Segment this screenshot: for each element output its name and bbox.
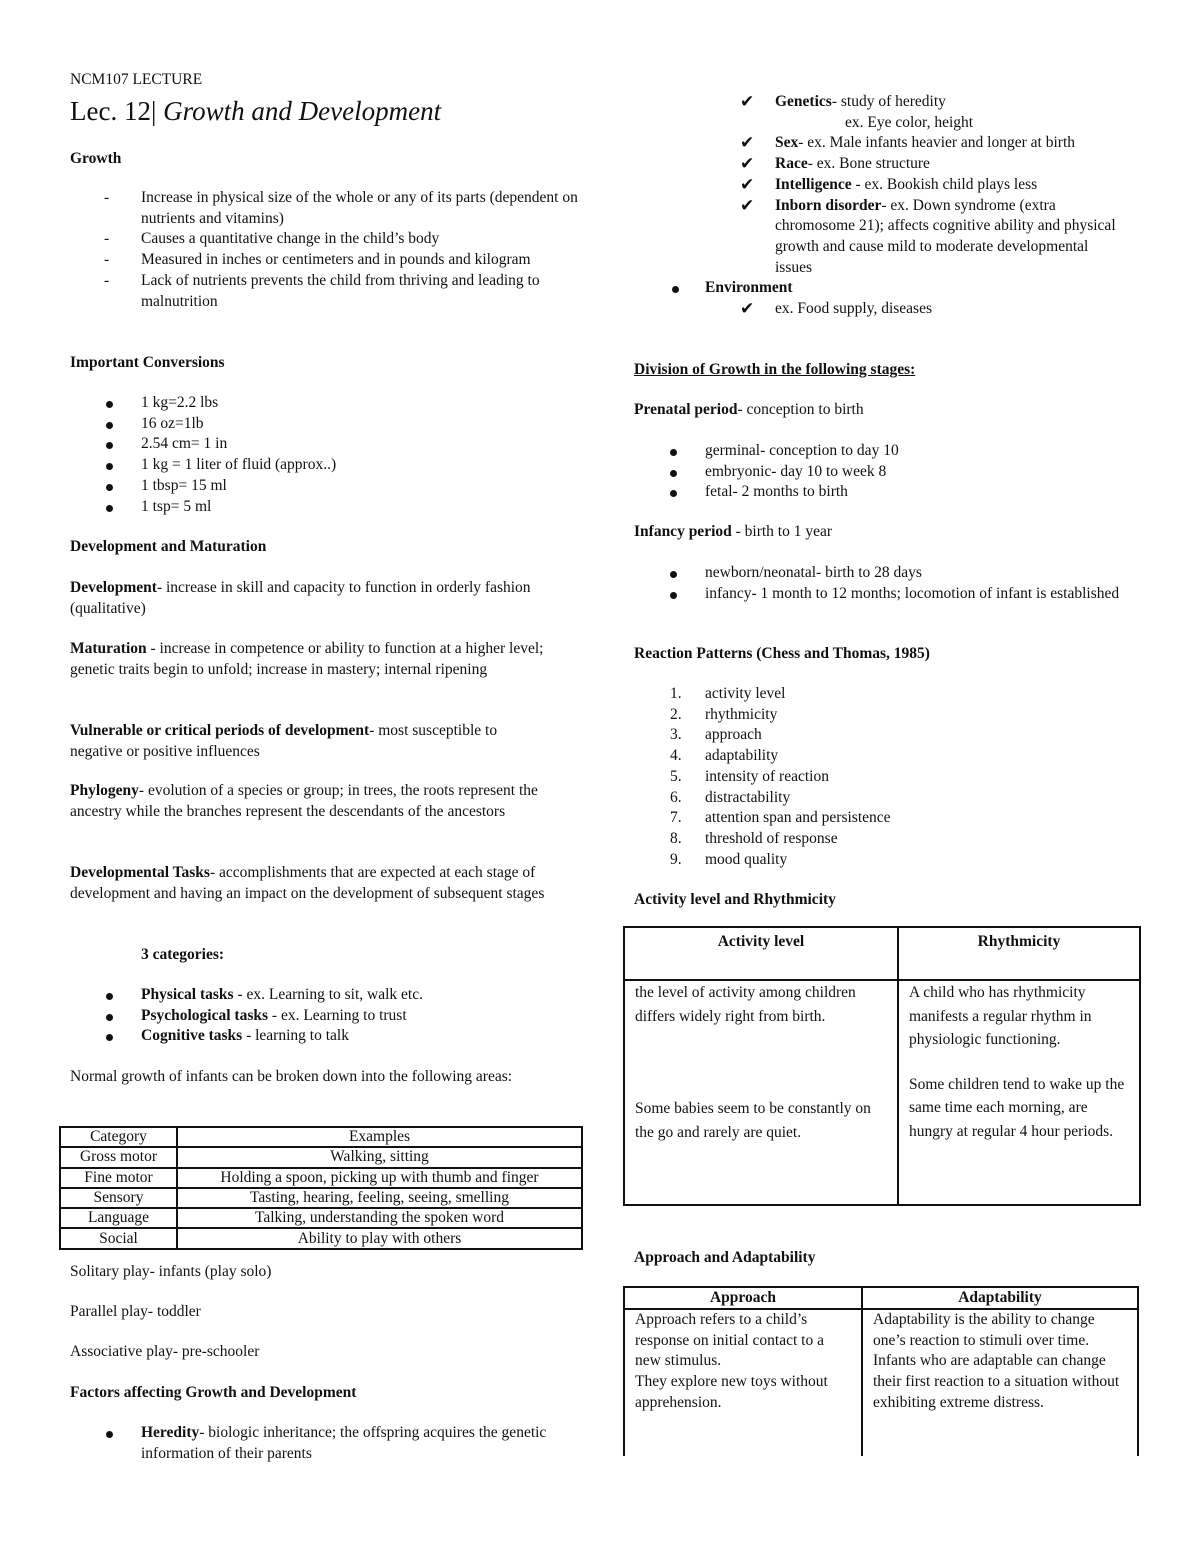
list-item-text: Lack of nutrients prevents the child from thriving and leading to malnutrition: [141, 271, 540, 310]
list-item-text: intensity of reaction: [705, 767, 829, 785]
list-item: [634, 767, 1124, 788]
list-item: [70, 414, 590, 435]
list-item: [70, 1423, 560, 1464]
term: Phylogeny: [70, 782, 139, 799]
term: Developmental Tasks: [70, 864, 210, 881]
list-item-text: 1 tbsp= 15 ml: [141, 476, 227, 494]
bullet-icon: [670, 449, 677, 456]
list-number: 4.: [670, 747, 682, 765]
dash-marker: -: [104, 251, 110, 269]
list-item-text: attention span and persistence: [705, 809, 891, 827]
reaction-heading: Reaction Patterns (Chess and Thomas, 1985): [634, 645, 930, 662]
list-number: 1.: [670, 685, 682, 702]
title-main: Growth and Development: [163, 96, 442, 126]
conversions-heading: Important Conversions: [70, 354, 225, 371]
term: Intelligence: [775, 175, 852, 193]
definition: - biologic inheritance; the offspring acquires the genetic information of their parents: [141, 1424, 547, 1462]
definition: - ex. Bookish child plays less: [851, 175, 1038, 193]
list-item-text: fetal- 2 months to birth: [705, 483, 848, 501]
list-item-text: mood quality: [705, 850, 788, 868]
list-item-text: embryonic- day 10 to week 8: [705, 462, 887, 480]
term: Vulnerable or critical periods of development: [70, 722, 370, 739]
cell-paragraph: They explore new toys without apprehension.: [635, 1373, 828, 1411]
list-item: [634, 563, 1124, 584]
definition: - learning to talk: [242, 1027, 349, 1045]
list-item: [70, 985, 590, 1006]
heredity-item: [70, 1423, 560, 1464]
table-header-cell: Approach: [624, 1287, 862, 1309]
table-header-cell: Rhythmicity: [898, 927, 1140, 980]
table-row: [60, 1188, 582, 1208]
list-item: [634, 746, 1124, 767]
cell-paragraph: Some babies seem to be constantly on the go and rarely are quiet.: [635, 1100, 871, 1141]
approach-adaptability-table: [623, 1286, 1139, 1456]
table-header-row: [624, 927, 1140, 980]
list-item-example: ex. Eye color, height: [845, 113, 974, 131]
list-item: [634, 788, 1124, 809]
definition: - ex. Down syndrome (extra chromosome 21); affects cognitive ability and physical growth and cause mild to moderate developmental issues: [775, 196, 1116, 276]
reaction-list: [634, 684, 1124, 870]
list-number: 7.: [670, 809, 682, 827]
table-header-cell: Adaptability: [862, 1287, 1138, 1309]
list-item-text: infancy- 1 month to 12 months; locomotion of infant is established: [705, 584, 1120, 602]
list-item: [634, 462, 1124, 483]
term: Heredity: [141, 1424, 200, 1441]
definition: - evolution of a species or group; in trees, the roots represent the ancestry while the branches represent the descendants of the ancestors: [70, 782, 538, 820]
list-item: [0, 196, 1123, 279]
list-item: [634, 441, 1124, 462]
bullet-icon: [106, 505, 113, 512]
check-icon: ✔: [740, 195, 755, 215]
list-item: [634, 808, 1124, 829]
table-header-cell: Activity level: [624, 927, 898, 980]
list-number: 2.: [670, 705, 682, 723]
table-cell: [898, 980, 1140, 1205]
bullet-icon: [106, 1014, 113, 1021]
list-item-text: 1 tsp= 5 ml: [141, 497, 212, 515]
division-heading: Division of Growth in the following stages:: [634, 361, 916, 378]
list-item-text: adaptability: [705, 747, 779, 765]
term: Prenatal period: [634, 401, 738, 418]
definition: - study of heredity: [831, 93, 946, 110]
list-item: [0, 278, 1140, 299]
table-cell: Fine motor: [60, 1168, 177, 1188]
list-item: [0, 92, 1140, 113]
list-number: 8.: [670, 829, 682, 847]
normal-growth-table: [59, 1126, 583, 1250]
prenatal-period: [634, 400, 864, 421]
list-item-text: approach: [705, 726, 762, 744]
table-row: [624, 980, 1140, 1205]
table-row: [60, 1168, 582, 1188]
list-item: [634, 829, 1124, 850]
table-cell: [624, 980, 898, 1205]
table-cell: [624, 1309, 862, 1456]
list-item-text: Increase in physical size of the whole or any of its parts (dependent on nutrients and vitamins): [141, 189, 578, 227]
list-item-text: germinal- conception to day 10: [705, 442, 899, 459]
list-item: [70, 1026, 590, 1047]
list-number: 3.: [670, 726, 682, 744]
solitary-play: Solitary play- infants (play solo): [70, 1263, 272, 1280]
term: Development: [70, 579, 157, 596]
cell-paragraph: Adaptability is the ability to change one’s reaction to stimuli over time.: [873, 1311, 1095, 1349]
list-item: [70, 393, 590, 414]
bullet-icon: [106, 442, 113, 449]
check-icon: ✔: [740, 154, 755, 174]
list-item-text: rhythmicity: [705, 705, 778, 723]
cell-paragraph: Approach refers to a child’s response on initial contact to a new stimulus.: [635, 1311, 824, 1370]
table-row: [60, 1228, 582, 1248]
list-item: [634, 725, 1124, 746]
list-item-text: threshold of response: [705, 829, 838, 847]
definition: - ex. Male infants heavier and longer at birth: [798, 134, 1075, 152]
activity-rhythmicity-table: [623, 926, 1141, 1206]
list-item: [634, 705, 1124, 726]
table-header-row: [624, 1287, 1138, 1309]
definition: - most susceptible to negative or positive influences: [70, 722, 498, 760]
list-item: [70, 455, 590, 476]
cell-paragraph: the level of activity among children differs widely right from birth.: [635, 984, 856, 1025]
table-header-cell: Category: [60, 1127, 177, 1147]
table-row: [624, 1309, 1138, 1456]
normal-growth-intro: Normal growth of infants can be broken down into the following areas:: [70, 1068, 513, 1085]
list-item: [634, 482, 1124, 503]
list-item-text: ex. Food supply, diseases: [775, 300, 932, 318]
table-cell: Tasting, hearing, feeling, seeing, smelling: [177, 1188, 582, 1208]
definition: - birth to 1 year: [731, 523, 833, 540]
list-item: [0, 299, 1140, 320]
bullet-icon: [106, 1034, 113, 1041]
cell-paragraph: Some children tend to wake up the same time each morning, are hungry at regular 4 hour periods.: [909, 1075, 1125, 1140]
bullet-icon: [106, 422, 113, 429]
vulnerable-definition: [70, 721, 550, 762]
bullet-icon: [106, 1431, 113, 1438]
table-cell: Walking, sitting: [177, 1147, 582, 1167]
list-item-text: activity level: [705, 685, 786, 702]
factors-heading: Factors affecting Growth and Development: [70, 1384, 357, 1401]
list-item-text: 16 oz=1lb: [141, 414, 204, 432]
dash-marker: -: [104, 230, 110, 248]
definition: - increase in competence or ability to function at a higher level; genetic traits begin to unfold; increase in mastery; internal ripening: [70, 640, 544, 678]
definition: - increase in skill and capacity to function in orderly fashion (qualitative): [70, 579, 531, 617]
activity-heading: Activity level and Rhythmicity: [634, 891, 836, 908]
bullet-icon: [670, 470, 677, 477]
list-item: [0, 175, 1140, 196]
list-item-text: distractability: [705, 788, 791, 806]
bullet-icon: [106, 401, 113, 408]
list-item: [0, 154, 1140, 175]
table-cell: Language: [60, 1208, 177, 1228]
list-item: [70, 1006, 590, 1027]
term: Sex: [775, 134, 799, 152]
dash-marker: -: [104, 271, 110, 289]
title-prefix: Lec. 12|: [70, 96, 157, 126]
approach-heading: Approach and Adaptability: [634, 1249, 816, 1266]
list-item: [634, 684, 1124, 705]
definition: - ex. Bone structure: [807, 155, 930, 173]
bullet-icon: [106, 993, 113, 1000]
list-item-text: 1 kg = 1 liter of fluid (approx..): [141, 456, 337, 474]
cell-paragraph: Infants who are adaptable can change their first reaction to a situation without exhibiting extreme distress.: [873, 1352, 1120, 1411]
table-cell: [862, 1309, 1138, 1456]
conversions-list: [70, 393, 590, 517]
cell-paragraph: A child who has rhythmicity manifests a regular rhythm in physiologic functioning.: [909, 984, 1092, 1048]
check-icon: ✔: [740, 92, 755, 111]
definition: - ex. Learning to trust: [268, 1006, 407, 1024]
list-item: [70, 476, 590, 497]
list-number: 5.: [670, 767, 682, 785]
term: Physical tasks: [141, 986, 234, 1003]
dash-marker: -: [104, 189, 110, 206]
definition: - ex. Learning to sit, walk etc.: [233, 986, 423, 1003]
list-item: [70, 434, 590, 455]
table-row: [60, 1147, 582, 1167]
term: Inborn disorder: [775, 196, 882, 214]
table-cell: Social: [60, 1228, 177, 1248]
list-number: 9.: [670, 850, 682, 868]
term: Maturation: [70, 640, 147, 657]
list-item-text: Measured in inches or centimeters and in pounds and kilogram: [141, 251, 531, 269]
term: Infancy period: [634, 523, 732, 540]
associative-play: Associative play- pre-schooler: [70, 1343, 260, 1360]
development-definition: [70, 578, 560, 619]
check-icon: ✔: [740, 133, 755, 153]
list-item: [634, 584, 1124, 605]
list-item-text: 2.54 cm= 1 in: [141, 435, 228, 453]
infancy-period: [634, 522, 832, 543]
table-cell: Ability to play with others: [177, 1228, 582, 1248]
table-cell: Talking, understanding the spoken word: [177, 1208, 582, 1228]
bullet-icon: [106, 463, 113, 470]
list-item-text: 1 kg=2.2 lbs: [141, 394, 219, 411]
term: Genetics: [775, 93, 832, 110]
growth-heading: Growth: [70, 150, 122, 167]
bullet-icon: [670, 592, 677, 599]
categories-heading: 3 categories:: [141, 946, 225, 963]
parallel-play: Parallel play- toddler: [70, 1303, 201, 1320]
table-row: [60, 1208, 582, 1228]
infancy-list: [634, 563, 1124, 604]
bullet-icon: [670, 490, 677, 497]
check-icon: ✔: [740, 299, 755, 319]
term: Environment: [705, 279, 793, 297]
definition: - conception to birth: [737, 401, 864, 418]
list-item: [0, 133, 1105, 154]
table-cell: Sensory: [60, 1188, 177, 1208]
check-icon: ✔: [740, 174, 755, 194]
categories-list: [70, 985, 590, 1047]
prenatal-list: [634, 441, 1124, 503]
bullet-icon: [106, 484, 113, 491]
term: Psychological tasks: [141, 1006, 269, 1024]
list-item: [70, 497, 590, 518]
table-cell: Holding a spoon, picking up with thumb and finger: [177, 1168, 582, 1188]
table-header-cell: Examples: [177, 1127, 582, 1147]
list-item: [634, 850, 1124, 871]
list-number: 6.: [670, 788, 682, 806]
list-item-text: Causes a quantitative change in the child’s body: [141, 230, 440, 248]
bullet-icon: [672, 286, 679, 293]
list-item-text: newborn/neonatal- birth to 28 days: [705, 564, 922, 581]
bullet-icon: [670, 571, 677, 578]
term: Cognitive tasks: [141, 1027, 243, 1045]
maturation-definition: [70, 639, 560, 680]
term: Race: [775, 155, 808, 173]
table-header-row: [60, 1127, 582, 1147]
phylogeny-definition: [70, 781, 550, 822]
course-label: NCM107 LECTURE: [70, 71, 203, 88]
tasks-definition: [70, 863, 550, 904]
dev-heading: Development and Maturation: [70, 538, 267, 555]
table-cell: Gross motor: [60, 1147, 177, 1167]
heredity-sublist: [0, 92, 1140, 320]
definition: - accomplishments that are expected at each stage of development and having an impact on the development of subsequent stages: [70, 864, 545, 902]
